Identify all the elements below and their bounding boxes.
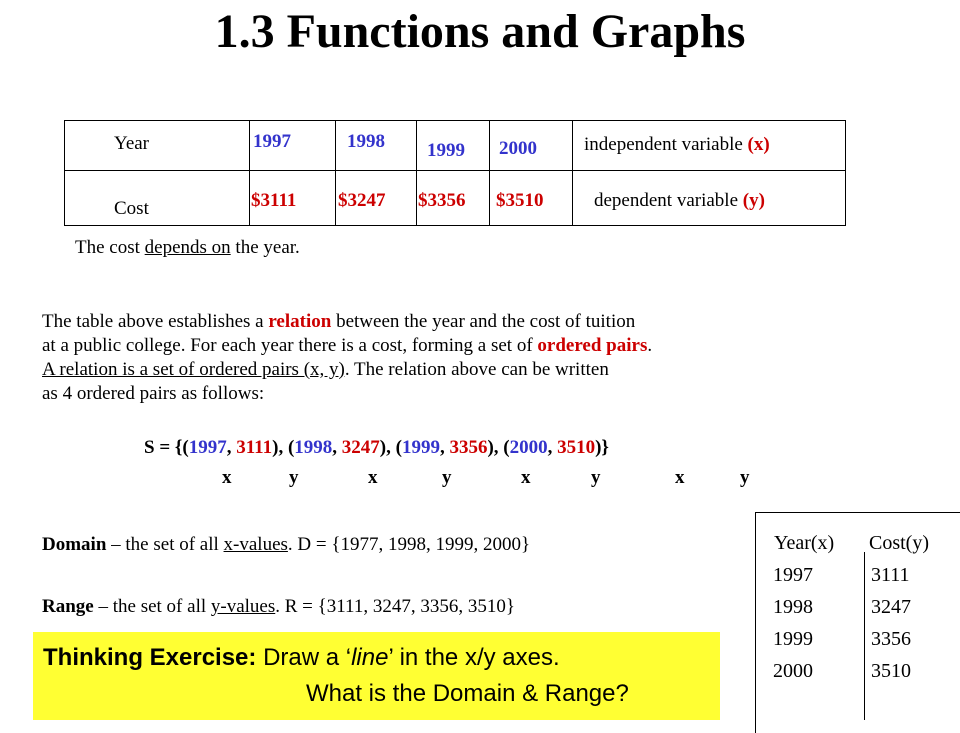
paragraph-line: A relation is a set of ordered pairs (x, y). The relation above can be written bbox=[42, 359, 609, 380]
xy-table-cell: 1997 bbox=[773, 564, 813, 586]
axis-label-y: y bbox=[740, 467, 750, 488]
row-label-cost: Cost bbox=[114, 198, 149, 219]
axis-label-y: y bbox=[591, 467, 601, 488]
thinking-exercise-line2: What is the Domain & Range? bbox=[306, 680, 629, 707]
independent-variable-label: independent variable (x) bbox=[584, 134, 770, 155]
year-cell: 1998 bbox=[347, 131, 385, 152]
axis-label-x: x bbox=[675, 467, 685, 488]
year-cell: 1999 bbox=[427, 140, 465, 161]
xy-table-cell: 2000 bbox=[773, 660, 813, 682]
paragraph-line: as 4 ordered pairs as follows: bbox=[42, 383, 265, 404]
table-col-divider bbox=[249, 120, 250, 226]
set-expression: S = {(1997, 3111), (1998, 3247), (1999, 3356), (2000, 3510)} bbox=[144, 437, 609, 458]
domain-definition: Domain – the set of all x-values. D = {1977, 1998, 1999, 2000} bbox=[42, 534, 531, 555]
axis-label-x: x bbox=[521, 467, 531, 488]
axis-label-y: y bbox=[442, 467, 452, 488]
row-label-year: Year bbox=[114, 133, 150, 154]
axis-label-y: y bbox=[289, 467, 299, 488]
page-title: 1.3 Functions and Graphs bbox=[214, 5, 746, 58]
paragraph-line: at a public college. For each year there is a cost, forming a set of ordered pairs. bbox=[42, 335, 653, 356]
xy-table-cell: 3247 bbox=[871, 596, 911, 618]
depends-note: The cost depends on the year. bbox=[75, 237, 300, 258]
xy-table-header-y: Cost(y) bbox=[869, 532, 929, 554]
range-definition: Range – the set of all y-values. R = {3111, 3247, 3356, 3510} bbox=[42, 596, 515, 617]
table-col-divider bbox=[489, 120, 490, 226]
xy-table-cell: 1998 bbox=[773, 596, 813, 618]
xy-table-cell: 3356 bbox=[871, 628, 911, 650]
cost-cell: $3111 bbox=[251, 190, 297, 211]
table-col-divider bbox=[572, 120, 573, 226]
table-col-divider bbox=[416, 120, 417, 226]
xy-table-header-x: Year(x) bbox=[774, 532, 835, 554]
xy-table-cell: 1999 bbox=[773, 628, 813, 650]
xy-table-cell: 3111 bbox=[871, 564, 910, 586]
table-col-divider bbox=[335, 120, 336, 226]
paragraph-line: The table above establishes a relation between the year and the cost of tuition bbox=[42, 311, 636, 332]
cost-cell: $3356 bbox=[418, 190, 466, 211]
thinking-exercise-line1: Thinking Exercise: Draw a ‘line’ in the x/y axes. bbox=[43, 644, 560, 671]
cost-cell: $3510 bbox=[496, 190, 544, 211]
xy-table-divider bbox=[864, 552, 865, 720]
xy-table-cell: 3510 bbox=[871, 660, 911, 682]
year-cell: 1997 bbox=[253, 131, 291, 152]
cost-cell: $3247 bbox=[338, 190, 386, 211]
table-row-divider bbox=[64, 170, 846, 171]
year-cell: 2000 bbox=[499, 138, 537, 159]
axis-label-x: x bbox=[368, 467, 378, 488]
dependent-variable-label: dependent variable (y) bbox=[594, 190, 765, 211]
axis-label-x: x bbox=[222, 467, 232, 488]
